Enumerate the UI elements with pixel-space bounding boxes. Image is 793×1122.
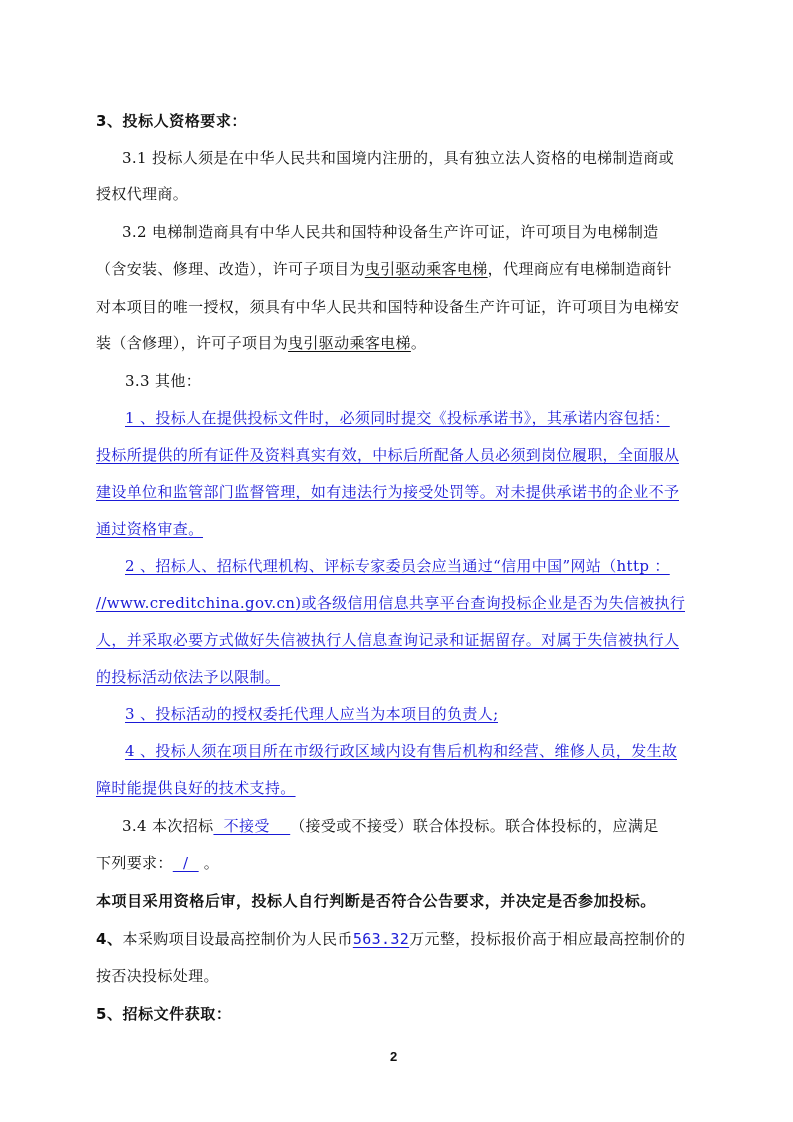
item-1-line-4: 通过资格审查。 <box>96 520 204 538</box>
paragraph-3-2-line-4 <box>96 333 426 353</box>
item-1-line-1: 1 、投标人在提供投标文件时，必须同时提交《投标承诺书》，其承诺内容包括： <box>125 409 670 427</box>
paragraph-text: 。 <box>198 854 220 872</box>
item-3: 3 、投标活动的授权委托代理人应当为本项目的负责人; <box>125 705 499 723</box>
paragraph-text: 。 <box>410 334 427 352</box>
item-2-line-3: 人，并采取必要方式做好失信被执行人信息查询记录和证据留存。对属于失信被执行人 <box>96 631 680 649</box>
paragraph-text: 万元整，投标报价高于相应最高控制价的 <box>409 930 686 948</box>
item-2-line-4: 的投标活动依法予以限制。 <box>96 668 281 686</box>
paragraph-text: 装（含修理），许可子项目为 <box>96 334 289 352</box>
section-4-number: 4、 <box>96 930 123 948</box>
underlined-subproject: 曳引驱动乘客电梯 <box>288 334 411 352</box>
item-2-line-2: //www.creditchina.gov.cn)或各级信用信息共享平台查询投标企业是否为失信被执行 <box>96 594 686 612</box>
post-qualification-notice: 本项目采用资格后审，投标人自行判断是否符合公告要求，并决定是否参加投标。 <box>96 892 656 910</box>
consortium-requirements: / <box>172 854 199 872</box>
section-3-heading: 3、投标人资格要求： <box>96 112 247 130</box>
item-1-line-2: 投标所提供的所有证件及资料真实有效，中标后所配备人员必须到岗位履职，全面服从 <box>96 446 680 464</box>
item-1-line-3: 建设单位和监管部门监督管理，如有违法行为接受处罚等。对未提供承诺书的企业不予 <box>96 483 680 501</box>
consortium-choice: 不接受 <box>213 817 291 835</box>
item-4-line-2: 障时能提供良好的技术支持。 <box>96 779 296 797</box>
paragraph-3-2-line-2 <box>96 259 672 279</box>
paragraph-text: （接受或不接受）联合体投标。联合体投标的，应满足 <box>290 817 659 835</box>
underlined-subproject: 曳引驱动乘客电梯 <box>364 260 488 278</box>
paragraph-3-2-line-1: 3.2 电梯制造商具有中华人民共和国特种设备生产许可证，许可项目为电梯制造 <box>122 223 659 241</box>
section-4-line-1 <box>96 929 685 949</box>
paragraph-3-4-line-2 <box>96 853 219 873</box>
section-4-line-2: 按否决投标处理。 <box>96 967 219 985</box>
section-5-heading: 5、招标文件获取： <box>96 1005 232 1023</box>
paragraph-text: 本采购项目设最高控制价为人民币 <box>122 930 353 948</box>
max-control-price: 563.32 <box>352 930 410 948</box>
item-4-line-1: 4 、投标人须在项目所在市级行政区域内设有售后机构和经营、维修人员，发生故 <box>125 742 678 760</box>
paragraph-text: （含安装、修理、改造），许可子项目为 <box>96 260 365 278</box>
paragraph-3-2-line-3: 对本项目的唯一授权，须具有中华人民共和国特种设备生产许可证，许可项目为电梯安 <box>96 298 680 316</box>
paragraph-text: 3.4 本次招标 <box>122 817 214 835</box>
paragraph-text: ，代理商应有电梯制造商针 <box>487 260 672 278</box>
paragraph-3-1-line-1: 3.1 投标人须是在中华人民共和国境内注册的，具有独立法人资格的电梯制造商或 <box>122 149 674 167</box>
page-number: 2 <box>390 1049 398 1064</box>
paragraph-3-3: 3.3 其他： <box>125 372 202 390</box>
item-2-line-1: 2 、招标人、招标代理机构、评标专家委员会应当通过“信用中国”网站（http ： <box>125 557 670 575</box>
paragraph-text: 下列要求： <box>96 854 173 872</box>
paragraph-3-4-line-1 <box>122 816 659 836</box>
paragraph-3-1-line-2: 授权代理商。 <box>96 185 189 203</box>
